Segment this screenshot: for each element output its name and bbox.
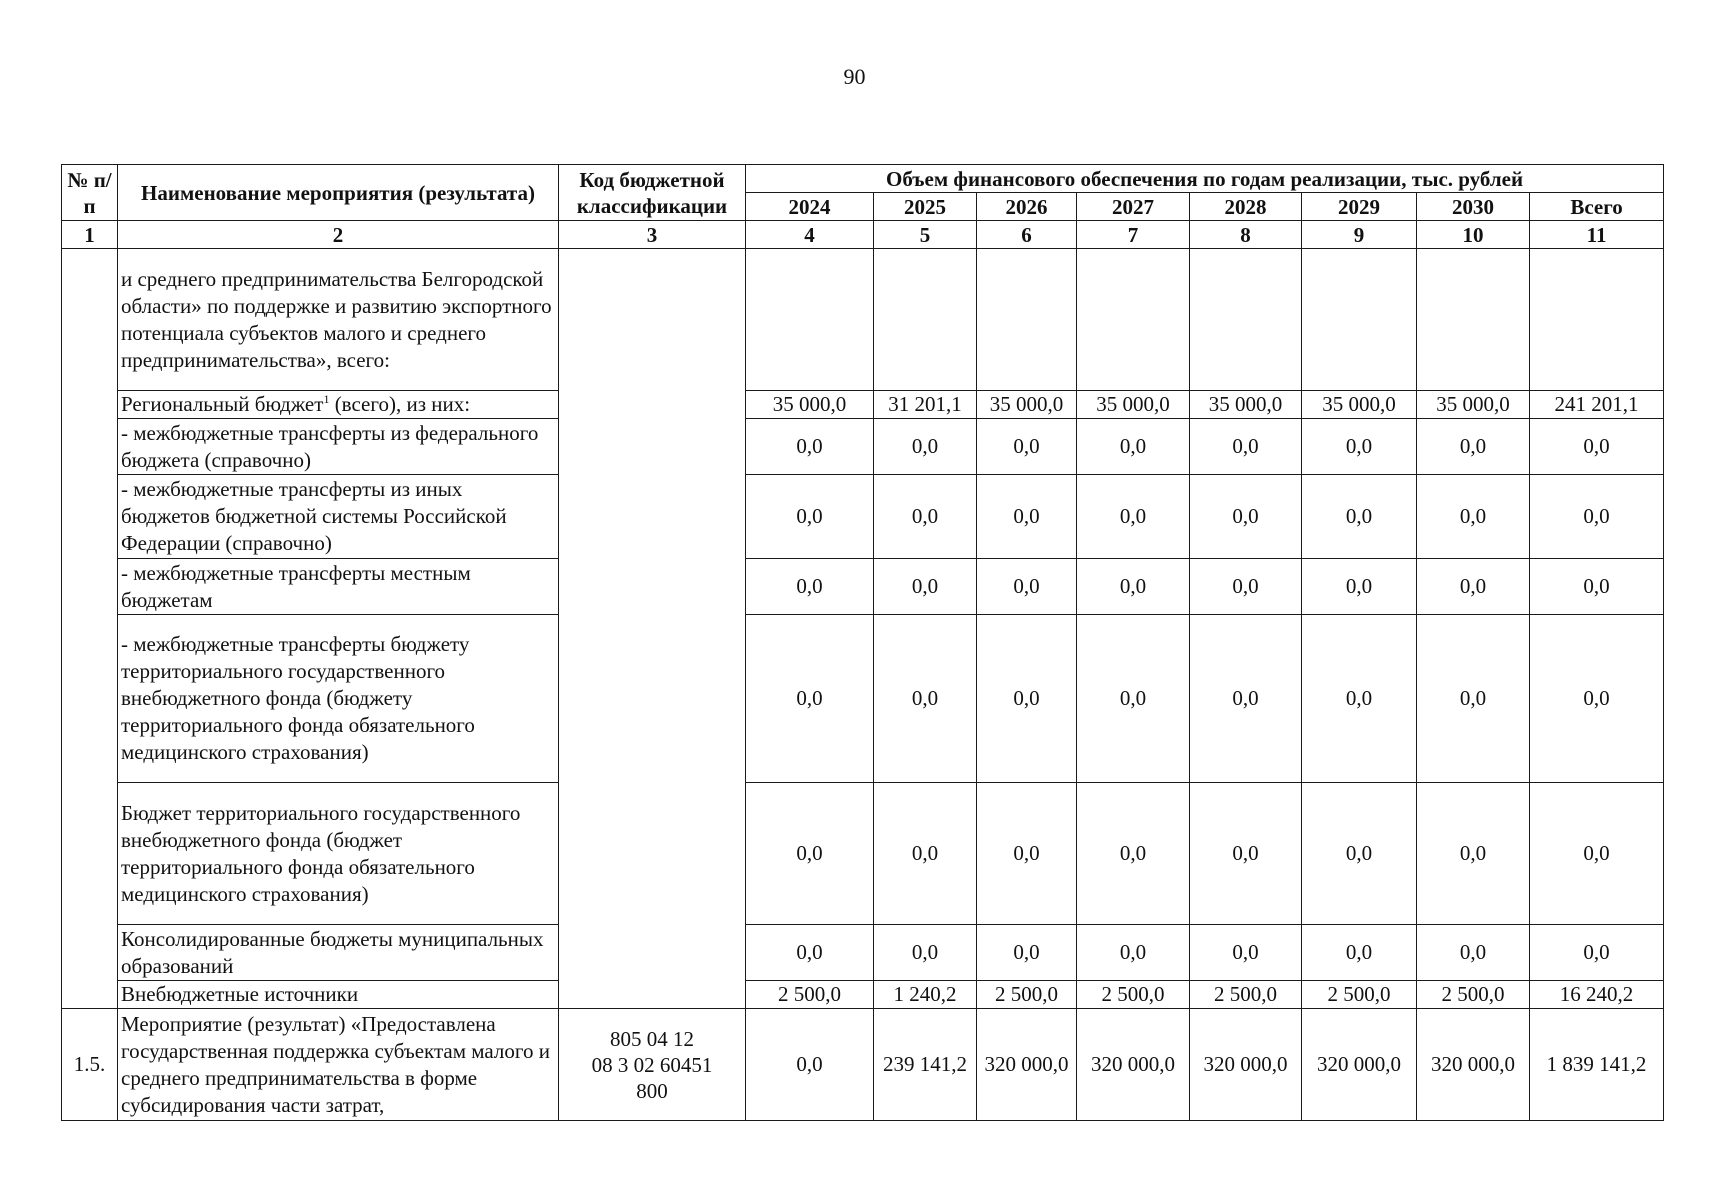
value-cell: 0,0 — [1417, 559, 1530, 615]
row-label: - межбюджетные трансферты из федерального бюджета (справочно) — [118, 419, 559, 475]
item-number-cell — [62, 249, 118, 1009]
value-cell: 0,0 — [1077, 925, 1190, 981]
budget-code — [559, 1009, 746, 1121]
value-cell: 0,0 — [1077, 559, 1190, 615]
value-cell: 31 201,1 — [874, 391, 977, 419]
column-number: 3 — [559, 221, 746, 249]
value-cell: 2 500,0 — [746, 981, 874, 1009]
value-cell: 0,0 — [746, 419, 874, 475]
value-cell: 0,0 — [1077, 475, 1190, 559]
total-cell: 0,0 — [1530, 559, 1664, 615]
header-number: № п/п — [62, 165, 118, 221]
column-number: 4 — [746, 221, 874, 249]
item-name: Мероприятие (результат) «Предоставлена государственная поддержка субъектам малого и среднего предпринимательства в форме субсидирования части затрат, — [118, 1009, 559, 1121]
value-cell: 2 500,0 — [1190, 981, 1302, 1009]
financing-table — [61, 164, 1664, 1121]
total-cell: 0,0 — [1530, 615, 1664, 783]
header-total: Всего — [1530, 193, 1664, 221]
value-cell: 35 000,0 — [1190, 391, 1302, 419]
value-cell: 0,0 — [977, 475, 1077, 559]
value-cell: 35 000,0 — [1417, 391, 1530, 419]
footnote-mark: 1 — [323, 392, 330, 406]
value-cell: 2 500,0 — [1302, 981, 1417, 1009]
value-cell: 0,0 — [874, 559, 977, 615]
item-name: и среднего предпринимательства Белгородской области» по поддержке и развитию экспортного потенциала субъектов малого и среднего предпринимательства», всего: — [118, 249, 559, 391]
value-cell: 0,0 — [1302, 925, 1417, 981]
total-cell: 0,0 — [1530, 783, 1664, 925]
header-code: Код бюджетной классификации — [559, 165, 746, 221]
table-row — [62, 475, 1664, 559]
value-cell: 0,0 — [1417, 783, 1530, 925]
value-cell: 0,0 — [746, 1009, 874, 1121]
total-cell: 16 240,2 — [1530, 981, 1664, 1009]
column-number: 9 — [1302, 221, 1417, 249]
value-cell: 0,0 — [746, 475, 874, 559]
header-year: 2027 — [1077, 193, 1190, 221]
total-cell: 1 839 141,2 — [1530, 1009, 1664, 1121]
value-cell: 0,0 — [874, 925, 977, 981]
value-cell: 0,0 — [1190, 783, 1302, 925]
budget-code-cell — [559, 249, 746, 1009]
value-cell: 0,0 — [1302, 559, 1417, 615]
value-cell: 0,0 — [1077, 615, 1190, 783]
value-cell: 35 000,0 — [1302, 391, 1417, 419]
value-cell: 320 000,0 — [1190, 1009, 1302, 1121]
value-cell: 35 000,0 — [746, 391, 874, 419]
value-cell — [1530, 249, 1664, 391]
value-cell: 320 000,0 — [977, 1009, 1077, 1121]
table-header — [62, 165, 1664, 249]
header-year: 2030 — [1417, 193, 1530, 221]
value-cell: 0,0 — [874, 615, 977, 783]
value-cell — [1077, 249, 1190, 391]
value-cell: 0,0 — [977, 783, 1077, 925]
column-number: 10 — [1417, 221, 1530, 249]
column-number: 1 — [62, 221, 118, 249]
value-cell: 0,0 — [1302, 783, 1417, 925]
row-label: - межбюджетные трансферты бюджету территориального государственного внебюджетного фонда (бюджету территориального фонда обязательного медицинского страхования) — [118, 615, 559, 783]
value-cell — [746, 249, 874, 391]
value-cell: 0,0 — [1302, 475, 1417, 559]
value-cell: 0,0 — [874, 419, 977, 475]
value-cell: 0,0 — [1417, 475, 1530, 559]
header-year: 2026 — [977, 193, 1077, 221]
value-cell: 0,0 — [1190, 615, 1302, 783]
value-cell: 320 000,0 — [1417, 1009, 1530, 1121]
row-label — [118, 391, 559, 419]
value-cell: 0,0 — [1417, 925, 1530, 981]
value-cell — [1417, 249, 1530, 391]
row-label: - межбюджетные трансферты из иных бюджетов бюджетной системы Российской Федерации (справочно) — [118, 475, 559, 559]
budget-code-line: 08 3 02 60451 — [591, 1052, 713, 1077]
value-cell: 35 000,0 — [977, 391, 1077, 419]
value-cell — [1190, 249, 1302, 391]
value-cell: 0,0 — [977, 925, 1077, 981]
value-cell: 35 000,0 — [1077, 391, 1190, 419]
row-label-suffix: (всего), из них: — [329, 392, 471, 416]
value-cell — [1302, 249, 1417, 391]
header-volume: Объем финансового обеспечения по годам реализации, тыс. рублей — [746, 165, 1664, 193]
header-year: 2025 — [874, 193, 977, 221]
row-label-text: Региональный бюджет — [121, 392, 324, 416]
column-number: 2 — [118, 221, 559, 249]
row-label: - межбюджетные трансферты местным бюджетам — [118, 559, 559, 615]
value-cell: 0,0 — [977, 419, 1077, 475]
value-cell: 1 240,2 — [874, 981, 977, 1009]
value-cell: 320 000,0 — [1077, 1009, 1190, 1121]
table-row — [62, 1009, 1664, 1121]
page-number: 90 — [843, 64, 866, 89]
column-number: 5 — [874, 221, 977, 249]
value-cell: 2 500,0 — [1077, 981, 1190, 1009]
row-label: Бюджет территориального государственного внебюджетного фонда (бюджет территориального фонда обязательного медицинского страхования) — [118, 783, 559, 925]
value-cell: 0,0 — [1190, 559, 1302, 615]
value-cell: 0,0 — [1302, 615, 1417, 783]
table-row — [62, 391, 1664, 419]
header-year: 2029 — [1302, 193, 1417, 221]
value-cell: 0,0 — [746, 783, 874, 925]
value-cell: 0,0 — [977, 615, 1077, 783]
table-row — [62, 925, 1664, 981]
value-cell: 0,0 — [1190, 475, 1302, 559]
table-row — [62, 249, 1664, 391]
value-cell: 0,0 — [1417, 419, 1530, 475]
budget-code-line: 805 04 12 — [610, 1026, 694, 1051]
header-name: Наименование мероприятия (результата) — [118, 165, 559, 221]
value-cell — [874, 249, 977, 391]
row-label: Консолидированные бюджеты муниципальных образований — [118, 925, 559, 981]
value-cell: 0,0 — [746, 615, 874, 783]
value-cell: 0,0 — [874, 783, 977, 925]
column-number: 8 — [1190, 221, 1302, 249]
total-cell: 0,0 — [1530, 419, 1664, 475]
value-cell: 2 500,0 — [977, 981, 1077, 1009]
value-cell: 0,0 — [874, 475, 977, 559]
value-cell: 2 500,0 — [1417, 981, 1530, 1009]
value-cell: 0,0 — [1077, 783, 1190, 925]
item-number: 1.5. — [62, 1009, 118, 1121]
table-row — [62, 559, 1664, 615]
column-number: 7 — [1077, 221, 1190, 249]
value-cell: 239 141,2 — [874, 1009, 977, 1121]
header-year: 2028 — [1190, 193, 1302, 221]
value-cell: 0,0 — [1417, 615, 1530, 783]
value-cell: 0,0 — [1190, 419, 1302, 475]
row-label: Внебюджетные источники — [118, 981, 559, 1009]
table-row — [62, 615, 1664, 783]
budget-code-line: 800 — [636, 1078, 668, 1103]
table-row — [62, 783, 1664, 925]
value-cell: 0,0 — [1077, 419, 1190, 475]
column-number: 6 — [977, 221, 1077, 249]
total-cell: 0,0 — [1530, 475, 1664, 559]
total-cell: 0,0 — [1530, 925, 1664, 981]
value-cell: 0,0 — [1190, 925, 1302, 981]
value-cell: 0,0 — [1302, 419, 1417, 475]
value-cell: 0,0 — [746, 925, 874, 981]
value-cell: 0,0 — [977, 559, 1077, 615]
value-cell: 320 000,0 — [1302, 1009, 1417, 1121]
total-cell: 241 201,1 — [1530, 391, 1664, 419]
header-year: 2024 — [746, 193, 874, 221]
table-row — [62, 981, 1664, 1009]
value-cell — [977, 249, 1077, 391]
column-number: 11 — [1530, 221, 1664, 249]
table-row — [62, 419, 1664, 475]
value-cell: 0,0 — [746, 559, 874, 615]
